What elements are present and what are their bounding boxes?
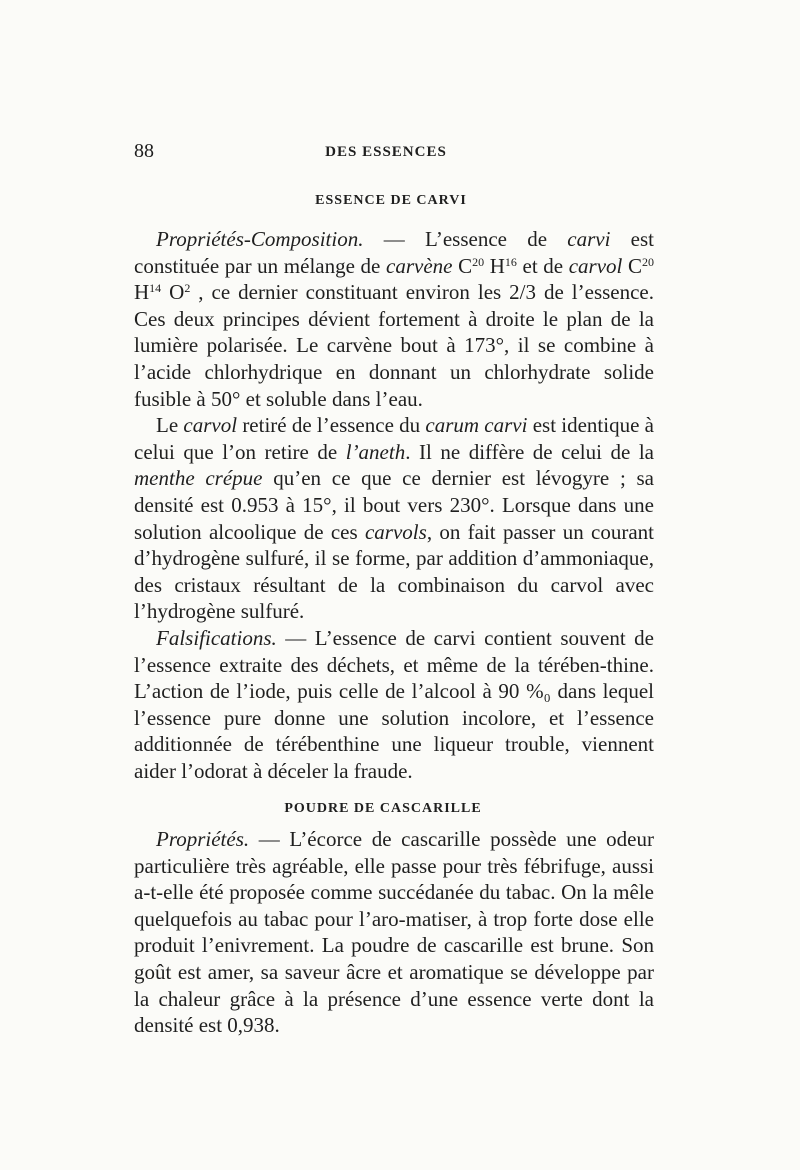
- text-run: et de: [516, 253, 569, 278]
- paragraph-lead: Falsifications.: [156, 625, 277, 650]
- page-header: [0, 140, 800, 170]
- formula-symbol: O: [161, 280, 185, 305]
- italic-term: carvol: [568, 253, 623, 278]
- text-run: est identique à celui que l’on retire de: [134, 413, 654, 464]
- section-title-cascarille: POUDRE DE CASCARILLE: [284, 801, 482, 816]
- italic-term: carvène: [386, 253, 453, 278]
- text-run: , ce dernier constituant environ les 2/3 de l’essence. Ces deux principes dévient fortement à droite le plan de la lumière polarisée. Le carvène bout à 173°, il se combine à l’acide chlorhydrique en donnant un chlorhydrate solide fusible à 50° et soluble dans l’eau.: [134, 280, 655, 411]
- formula-index: 14: [149, 281, 162, 296]
- formula-index: 20: [642, 254, 654, 269]
- formula-symbol: H: [134, 280, 150, 305]
- text-run: — L’essence de: [363, 227, 568, 251]
- formula-index: 16: [504, 254, 517, 269]
- section-body-cascarille: [134, 826, 654, 1039]
- italic-term: carvi: [567, 227, 611, 251]
- text-run: — L’écorce de cascarille possède une odeur particulière très agréable, elle passe pour très fébrifuge, aussi a-t-elle été proposée comme succédanée du tabac. On la mêle quelquefois au tabac pour l’aro-matiser, à trop forte dose elle produit l’enivrement. La poudre de cascarille est brune. Son goût est amer, sa saveur âcre et aromatique se développe par la chaleur grâce à la présence d’une essence verte dont la densité est 0,938.: [134, 827, 654, 1038]
- text-run: , on fait passer un courant d’hydrogène sulfuré, il se forme, par addition d’ammoniaque, des cristaux résultant de la combinaison du carvol avec l’hydrogène sulfuré.: [134, 519, 654, 624]
- section-body-carvi: [134, 226, 654, 784]
- paragraph-lead: Propriétés-Composition.: [156, 227, 364, 251]
- paragraph-properties-composition: [134, 226, 654, 412]
- italic-term: carum carvi: [425, 413, 528, 438]
- section-title-carvi: ESSENCE DE CARVI: [315, 193, 467, 208]
- paragraph-carvol: [134, 412, 654, 625]
- page-number: 88: [134, 140, 154, 162]
- paragraph-falsifications: [134, 625, 654, 785]
- formula-symbol: C: [452, 253, 473, 278]
- italic-term: carvol: [183, 413, 238, 438]
- italic-term: carvols: [364, 519, 427, 544]
- text-run: — L’essence de carvi contient souvent de l’essence extraite des déchets, et même de la térében-thine. L’action de l’iode, puis celle de l’alcool à 90 %₀ dans lequel l’essence pure donne une solution incolore, et l’essence additionnée de térébenthine une liqueur trouble, viennent aider l’odorat à déceler la fraude.: [134, 625, 654, 783]
- formula-symbol: H: [484, 253, 505, 278]
- italic-term: l’aneth: [345, 439, 406, 464]
- formula-symbol: C: [622, 253, 642, 278]
- paragraph-properties: [134, 826, 654, 1039]
- running-title: DES ESSENCES: [325, 144, 447, 160]
- italic-term: menthe crépue: [134, 466, 263, 491]
- text-run: qu’en ce que ce dernier est lévogyre ; sa densité est 0.953 à 15°, il bout vers 230°. Lorsque dans une solution alcoolique de ces: [134, 466, 654, 544]
- text-run: Le: [156, 413, 184, 438]
- text-run: . Il ne diffère de celui de la: [405, 439, 655, 464]
- paragraph-lead: Propriétés.: [156, 827, 250, 851]
- formula-index: 2: [184, 281, 191, 296]
- text-run: est constituée par un mélange de: [134, 227, 655, 278]
- text-run: retiré de l’essence du: [237, 413, 426, 438]
- formula-index: 20: [472, 254, 485, 269]
